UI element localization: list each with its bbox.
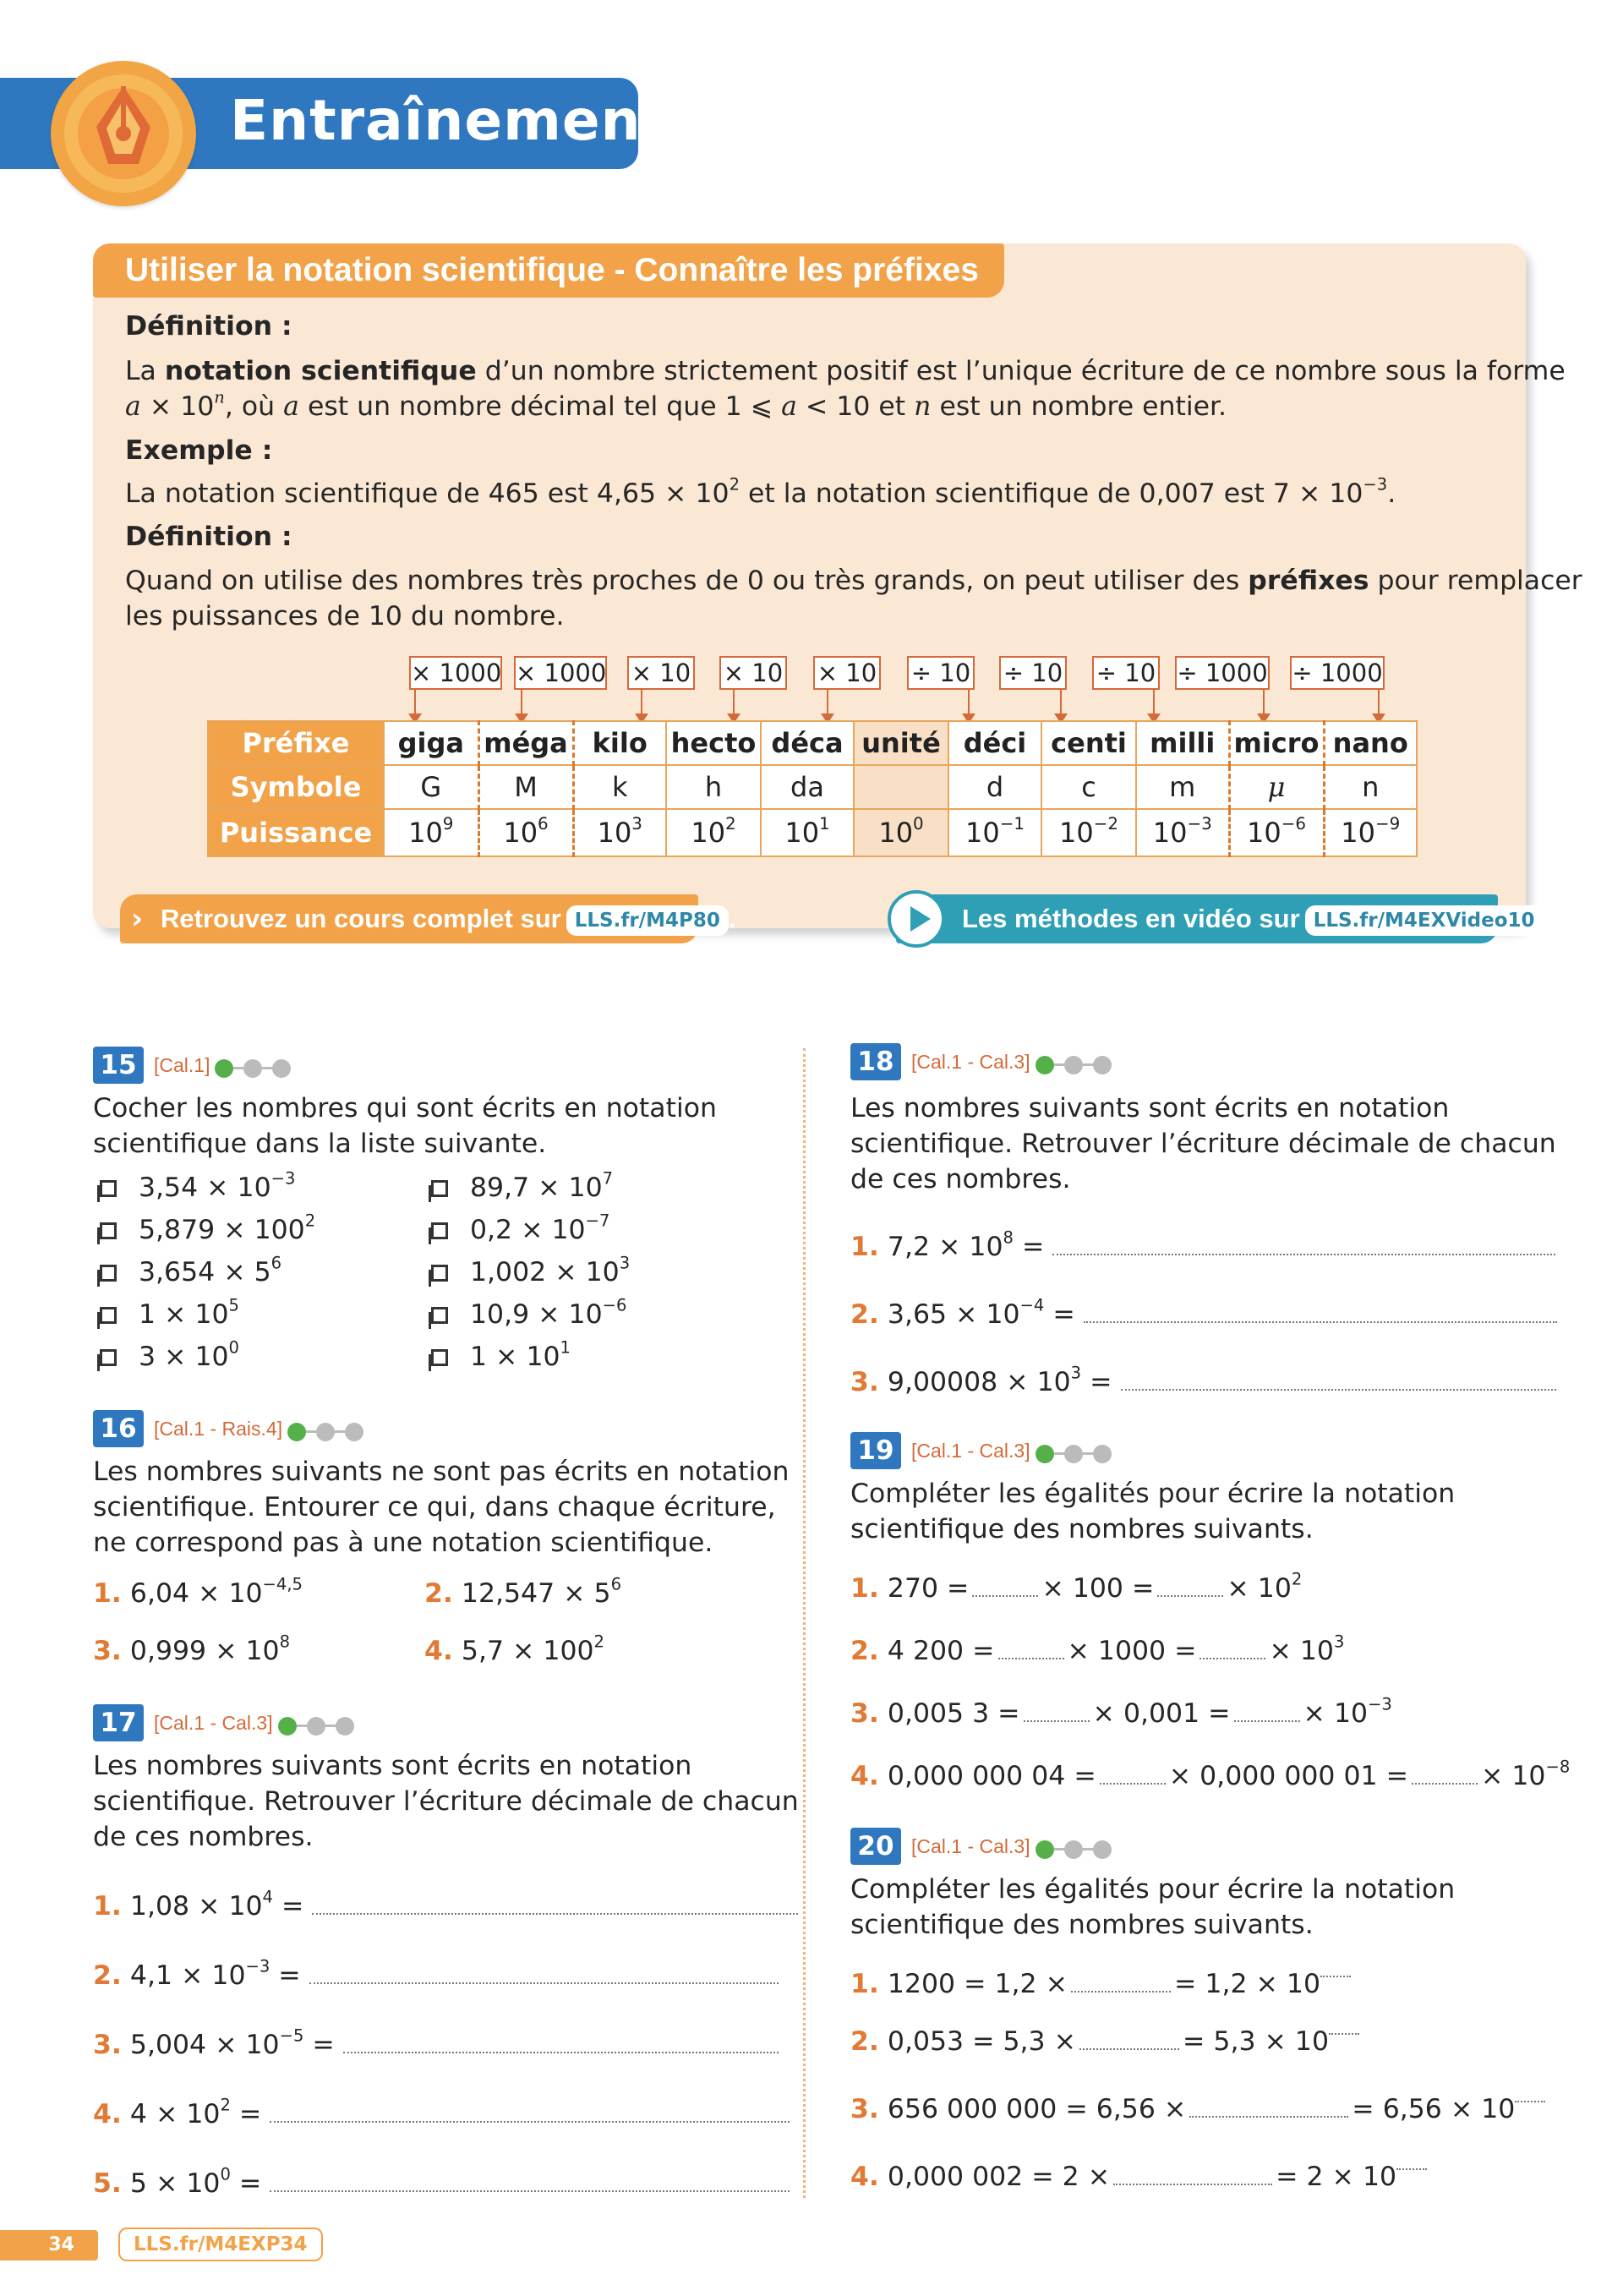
conversion-box: × 10 [719, 656, 787, 690]
exercise-number: 18 [850, 1043, 901, 1080]
prefix-cell: milli [1136, 721, 1229, 765]
blank-exponent[interactable] [1396, 2162, 1427, 2170]
exercise-item: 4. 0,000 000 04 = × 0,000 000 01 = × $10^{-8}$ [850, 1757, 1571, 1791]
example-line: La notation scientifique de 465 est $4,65 \times 10^2$ et la notation scientifique de 0,007 est $7 \times 10^{-3}$. [125, 474, 1396, 509]
pen-nib-badge-icon [51, 61, 196, 206]
example-heading: Exemple : [125, 435, 273, 466]
answer-line[interactable] [312, 1891, 798, 1915]
arrow [1153, 690, 1155, 715]
answer-line[interactable] [343, 2030, 779, 2053]
power-cell: $10^0$ [854, 809, 948, 856]
chevron-right-icon: › [131, 902, 144, 936]
checkbox-item[interactable]: $1 \times 10^1$ [431, 1339, 571, 1375]
prefix-cell: déca [761, 721, 854, 765]
difficulty-dots-icon [287, 1412, 363, 1449]
exercise-tag: [Cal.1 - Cal.3] [911, 1043, 1112, 1082]
symbol-cell: n [1324, 765, 1417, 809]
exercise-item: 2. $12,547 \times 5^6$ [424, 1574, 622, 1609]
arrow [968, 690, 970, 715]
symbol-cell: M [478, 765, 573, 809]
blank-exponent[interactable] [1515, 2094, 1545, 2102]
conversion-box: × 10 [627, 656, 695, 690]
blank[interactable] [998, 1637, 1064, 1659]
video-link[interactable]: Les méthodes en vidéo sur LLS.fr/M4EXVideo10 . [896, 894, 1498, 943]
blank[interactable] [1113, 2163, 1272, 2185]
exercise-item: 3. 656 000 000 = 6,56 × = 6,56 × 10 [850, 2091, 1545, 2127]
exercise-item: 1. $1,08 \times 10^4$ = [93, 1889, 798, 1924]
difficulty-dots-icon [278, 1706, 354, 1743]
checkbox[interactable] [100, 1180, 117, 1197]
exercise-text: Les nombres suivants ne sont pas écrits en notation [93, 1457, 790, 1487]
exercise-item: 3. $9,00008 \times 10^3$ = [850, 1364, 1556, 1400]
definition2-heading: Définition : [125, 522, 292, 552]
course-link-pill[interactable]: LLS.fr/M4P80 [566, 905, 729, 936]
checkbox-item[interactable]: $3,654 \times 5^6$ [100, 1255, 281, 1290]
symbol-cell: k [573, 765, 666, 809]
difficulty-dots-icon [1036, 1045, 1112, 1082]
prefix-cell: nano [1324, 721, 1417, 765]
exercise-item: 1. 1200 = 1,2 × = 1,2 × 10 [850, 1966, 1351, 2002]
arrow [1263, 690, 1265, 715]
arrow [1378, 690, 1380, 715]
checkbox-item[interactable]: $3 \times 10^0$ [100, 1339, 239, 1375]
answer-line[interactable] [1084, 1299, 1557, 1323]
answer-line[interactable] [270, 2168, 790, 2192]
answer-line[interactable] [270, 2099, 790, 2123]
conversion-box: ÷ 10 [907, 656, 975, 690]
power-cell: $10^{-2}$ [1041, 809, 1136, 856]
blank[interactable] [1024, 1700, 1090, 1722]
symbol-cell: m [1136, 765, 1229, 809]
row-label: Préfixe [208, 721, 384, 765]
exercise-text: Compléter les égalités pour écrire la notation [850, 1479, 1456, 1509]
exercise-text: de ces nombres. [850, 1164, 1071, 1194]
exercise-item: 2. 4 200 = × 1000 = × $10^3$ [850, 1632, 1345, 1666]
arrow [521, 690, 522, 715]
blank[interactable] [1100, 1763, 1166, 1785]
prefix-cell: kilo [573, 721, 666, 765]
exercise-item: 1. $6,04 \times 10^{-4,5}$ [93, 1574, 303, 1609]
checkbox-item[interactable]: $89,7 \times 10^7$ [431, 1170, 613, 1205]
blank[interactable] [1412, 1763, 1478, 1785]
conversion-box: ÷ 10 [1092, 656, 1160, 690]
checkbox[interactable] [431, 1180, 448, 1197]
exercise-text: scientifique. Retrouver l’écriture décimale de chacun [850, 1129, 1556, 1159]
definition2-line1: Quand on utilise des nombres très proches de 0 ou très grands, on peut utiliser des préfixes pour remplacer [125, 566, 1582, 596]
blank[interactable] [1071, 1971, 1171, 1993]
difficulty-dots-icon [1036, 1829, 1112, 1867]
exercise-tag: [Cal.1 - Cal.3] [154, 1704, 354, 1743]
checkbox[interactable] [431, 1222, 448, 1239]
conversion-box: × 10 [813, 656, 881, 690]
blank[interactable] [1199, 1637, 1265, 1659]
column-separator [803, 1048, 806, 2198]
conversion-box: × 1000 [514, 656, 607, 690]
prefix-cell: giga [384, 721, 478, 765]
answer-line[interactable] [309, 1960, 779, 1984]
exercise-number: 20 [850, 1828, 901, 1865]
checkbox-item[interactable]: $5,879 \times 100^2$ [100, 1212, 315, 1248]
arrow [414, 690, 416, 715]
exercise-tag: [Cal.1] [154, 1047, 291, 1085]
exercise-item: 4. $5,7 \times 100^2$ [424, 1632, 604, 1666]
exercise-number: 15 [93, 1047, 144, 1084]
exercise-text: scientifique. Retrouver l’écriture décimale de chacun [93, 1786, 799, 1817]
symbol-cell: c [1041, 765, 1136, 809]
prefix-cell: méga [478, 721, 573, 765]
exercise-text: ne correspond pas à une notation scientifique. [93, 1528, 713, 1558]
exercise-text: scientifique. Entourer ce qui, dans chaque écriture, [93, 1492, 776, 1522]
checkbox[interactable] [431, 1307, 448, 1324]
blank[interactable] [1079, 2028, 1179, 2050]
checkbox[interactable] [431, 1349, 448, 1366]
conversion-box: ÷ 1000 [1175, 656, 1270, 690]
exercise-item: 4. 0,000 002 = 2 × = 2 × 10 [850, 2159, 1427, 2195]
page-title: Entraînement [230, 88, 669, 153]
exercise-item: 3. $0,999 \times 10^8$ [93, 1632, 291, 1666]
power-cell: $10^1$ [761, 809, 854, 856]
blank[interactable] [1189, 2096, 1348, 2118]
symbol-cell: G [384, 765, 478, 809]
power-cell: $10^{-1}$ [948, 809, 1041, 856]
exercise-item: 2. 0,053 = 5,3 × = 5,3 × 10 [850, 2024, 1359, 2059]
exercise-text: scientifique des nombres suivants. [850, 1514, 1314, 1544]
blank[interactable] [1234, 1700, 1300, 1722]
exercise-text: Les nombres suivants sont écrits en notation [850, 1093, 1450, 1123]
exercise-item: 1. $7,2 \times 10^8$ = [850, 1229, 1555, 1265]
power-cell: $10^{-9}$ [1324, 809, 1417, 856]
exercise-tag: [Cal.1 - Cal.3] [911, 1828, 1112, 1867]
exercise-text: Les nombres suivants sont écrits en notation [93, 1751, 692, 1781]
play-icon[interactable] [888, 890, 945, 948]
power-cell: $10^2$ [666, 809, 761, 856]
exercise-item: 2. $4,1 \times 10^{-3}$ = [93, 1958, 779, 1993]
exercise-number: 16 [93, 1410, 144, 1447]
prefix-cell: unité [854, 721, 948, 765]
exercise-tag: [Cal.1 - Cal.3] [911, 1432, 1112, 1471]
checkbox[interactable] [100, 1222, 117, 1239]
exercise-item: 1. 270 = × 100 = × $10^2$ [850, 1569, 1303, 1604]
prefix-table [207, 720, 1418, 857]
power-cell: $10^{-3}$ [1136, 809, 1229, 856]
prefix-cell: micro [1229, 721, 1324, 765]
arrow [733, 690, 735, 715]
arrow [641, 690, 642, 715]
arrow [1060, 690, 1062, 715]
exercise-text: scientifique des nombres suivants. [850, 1910, 1314, 1940]
arrow [827, 690, 828, 715]
symbol-cell: h [666, 765, 761, 809]
symbol-cell: d [948, 765, 1041, 809]
row-label: Symbole [208, 765, 384, 809]
checkbox-item[interactable]: $10,9 \times 10^{-6}$ [431, 1297, 626, 1332]
prefix-cell: hecto [666, 721, 761, 765]
exercise-text: scientifique dans la liste suivante. [93, 1129, 547, 1159]
exercise-item: 3. $5,004 \times 10^{-5}$ = [93, 2027, 779, 2063]
page-number: 34 [0, 2230, 98, 2260]
exercise-tag: [Cal.1 - Rais.4] [154, 1410, 363, 1449]
symbol-cell [854, 765, 948, 809]
conversion-box: ÷ 10 [999, 656, 1067, 690]
blank[interactable] [1157, 1575, 1223, 1597]
symbol-cell: μ [1229, 765, 1324, 809]
blank[interactable] [972, 1575, 1038, 1597]
checkbox[interactable] [100, 1349, 117, 1366]
definition1-line2: $a \times 10^n$, où a est un nombre décimal tel que 1 ⩽ a < 10 et n est un nombre entier. [125, 387, 1227, 422]
checkbox[interactable] [100, 1307, 117, 1324]
exercise-number: 17 [93, 1704, 144, 1741]
exercise-item: 2. $3,65 \times 10^{-4}$ = [850, 1297, 1557, 1332]
row-label: Puissance [208, 809, 384, 856]
power-cell: $10^9$ [384, 809, 478, 856]
checkbox-item[interactable]: $1 \times 10^5$ [100, 1297, 239, 1332]
exercise-item: 3. 0,005 3 = × 0,001 = × $10^{-3}$ [850, 1694, 1392, 1729]
answer-line[interactable] [1052, 1232, 1555, 1255]
prefix-cell: centi [1041, 721, 1136, 765]
power-cell: $10^6$ [478, 809, 573, 856]
conversion-box: ÷ 1000 [1290, 656, 1385, 690]
power-cell: $10^3$ [573, 809, 666, 856]
exercise-text: de ces nombres. [93, 1822, 314, 1852]
checkbox-item[interactable]: $1,002 \times 10^3$ [431, 1255, 630, 1290]
blank-exponent[interactable] [1320, 1969, 1351, 1977]
symbol-cell: da [761, 765, 854, 809]
checkbox[interactable] [431, 1265, 448, 1282]
footer-link[interactable]: LLS.fr/M4EXP34 [118, 2228, 323, 2261]
blank-exponent[interactable] [1329, 2026, 1359, 2035]
checkbox-item[interactable]: $0,2 \times 10^{-7}$ [431, 1212, 609, 1248]
definition1-heading: Définition : [125, 311, 292, 342]
course-link[interactable]: Retrouvez un cours complet sur LLS.fr/M4P80 . [120, 894, 698, 943]
conversion-box: × 1000 [409, 656, 502, 690]
exercise-item: 4. $4 \times 10^2$ = [93, 2096, 790, 2132]
lesson-title: Utiliser la notation scientifique - Connaître les préfixes [93, 243, 1004, 298]
exercise-number: 19 [850, 1432, 901, 1469]
checkbox[interactable] [100, 1265, 117, 1282]
video-link-pill[interactable]: LLS.fr/M4EXVideo10 [1305, 905, 1544, 936]
definition1-line1: La notation scientifique d’un nombre strictement positif est l’unique écriture de ce nombre sous la forme [125, 356, 1566, 386]
prefix-cell: déci [948, 721, 1041, 765]
exercise-text: Cocher les nombres qui sont écrits en notation [93, 1093, 717, 1123]
checkbox-item[interactable]: $3,54 \times 10^{-3}$ [100, 1170, 295, 1205]
definition2-line2: les puissances de 10 du nombre. [125, 601, 565, 631]
difficulty-dots-icon [215, 1048, 291, 1085]
difficulty-dots-icon [1036, 1434, 1112, 1471]
answer-line[interactable] [1121, 1367, 1556, 1391]
exercise-text: Compléter les égalités pour écrire la notation [850, 1874, 1456, 1905]
power-cell: $10^{-6}$ [1229, 809, 1324, 856]
exercise-item: 5. $5 \times 10^0$ = [93, 2166, 790, 2201]
